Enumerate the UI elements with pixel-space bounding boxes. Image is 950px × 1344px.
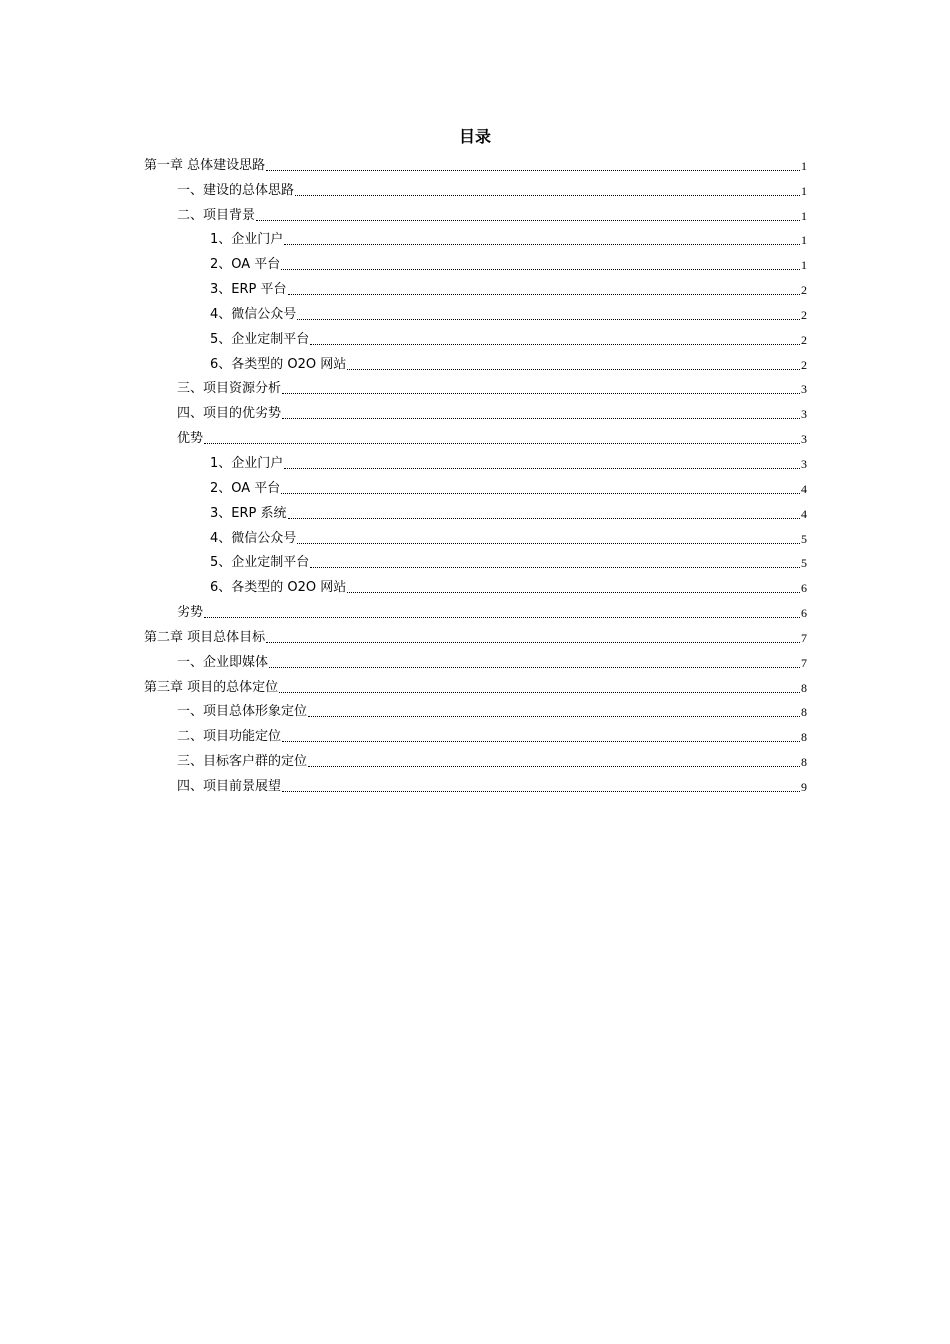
toc-dot-leader (347, 592, 800, 593)
toc-entry-text: 2、OA 平台 (210, 480, 281, 496)
toc-dot-leader (204, 617, 800, 618)
toc-entry-text: 三、目标客户群的定位 (177, 754, 308, 770)
toc-entry-page-number: 6 (801, 606, 807, 621)
toc-entry-text: 二、项目背景 (177, 207, 256, 223)
toc-dot-leader (279, 692, 800, 693)
toc-dot-leader (284, 244, 800, 245)
toc-entry-page-number: 8 (801, 680, 807, 695)
toc-dot-leader (284, 468, 800, 469)
toc-entry-page-number: 1 (801, 208, 807, 223)
toc-entry-page-number: 3 (801, 456, 807, 471)
toc-entry-page-number: 5 (801, 556, 807, 571)
toc-dot-leader (347, 369, 800, 370)
toc-entry-page-number: 6 (801, 581, 807, 596)
toc-dot-leader (288, 294, 801, 295)
toc-entry-page-number: 1 (801, 258, 807, 273)
toc-entry-page-number: 4 (801, 506, 807, 521)
toc-dot-leader (266, 170, 800, 171)
toc-entry-text: 第三章 项目的总体定位 (144, 679, 279, 695)
toc-dot-leader (269, 667, 800, 668)
toc-entry[interactable] (144, 572, 807, 597)
toc-entry-text: 1、企业门户 (210, 232, 284, 248)
toc-entry[interactable] (144, 249, 807, 274)
toc-dot-leader (282, 791, 800, 792)
toc-entry-page-number: 7 (801, 630, 807, 645)
toc-dot-leader (281, 269, 800, 270)
toc-dot-leader (308, 716, 800, 717)
toc-entry[interactable] (144, 647, 807, 672)
toc-entry[interactable] (144, 324, 807, 349)
toc-entry-page-number: 2 (801, 307, 807, 322)
toc-entry-text: 5、企业定制平台 (210, 331, 310, 347)
toc-entry[interactable] (144, 622, 807, 647)
toc-entry-page-number: 1 (801, 233, 807, 248)
toc-entry-page-number: 2 (801, 283, 807, 298)
toc-dot-leader (282, 393, 800, 394)
toc-list (144, 150, 807, 796)
toc-entry[interactable] (144, 274, 807, 299)
toc-entry-text: 1、企业门户 (210, 455, 284, 471)
toc-entry[interactable] (144, 523, 807, 548)
toc-entry-text: 4、微信公众号 (210, 306, 297, 322)
toc-entry-page-number: 2 (801, 357, 807, 372)
toc-entry[interactable] (144, 225, 807, 250)
toc-entry-page-number: 3 (801, 432, 807, 447)
toc-entry[interactable] (144, 349, 807, 374)
toc-entry-text: 优势 (177, 431, 204, 447)
toc-dot-leader (310, 344, 800, 345)
toc-dot-leader (282, 741, 800, 742)
toc-entry-text: 5、企业定制平台 (210, 555, 310, 571)
toc-entry[interactable] (144, 771, 807, 796)
toc-entry-text: 4、微信公众号 (210, 530, 297, 546)
toc-entry-page-number: 1 (801, 183, 807, 198)
toc-dot-leader (281, 493, 800, 494)
toc-entry[interactable] (144, 473, 807, 498)
toc-entry-page-number: 1 (801, 158, 807, 173)
toc-entry-text: 三、项目资源分析 (177, 381, 282, 397)
toc-entry[interactable] (144, 721, 807, 746)
toc-entry[interactable] (144, 697, 807, 722)
toc-entry-page-number: 8 (801, 730, 807, 745)
toc-entry[interactable] (144, 672, 807, 697)
toc-dot-leader (297, 319, 800, 320)
toc-entry-text: 6、各类型的 O2O 网站 (210, 356, 347, 372)
toc-entry-page-number: 5 (801, 531, 807, 546)
toc-dot-leader (288, 518, 801, 519)
toc-entry-page-number: 4 (801, 481, 807, 496)
toc-entry[interactable] (144, 200, 807, 225)
toc-entry-text: 四、项目的优劣势 (177, 406, 282, 422)
toc-entry-text: 3、ERP 平台 (210, 282, 287, 298)
toc-entry-text: 劣势 (177, 605, 204, 621)
toc-entry[interactable] (144, 175, 807, 200)
toc-dot-leader (297, 543, 800, 544)
toc-entry-text: 四、项目前景展望 (177, 778, 282, 794)
toc-entry[interactable] (144, 746, 807, 771)
toc-entry-text: 一、建设的总体思路 (177, 182, 295, 198)
toc-entry-page-number: 8 (801, 705, 807, 720)
toc-entry-text: 一、项目总体形象定位 (177, 704, 308, 720)
toc-entry[interactable] (144, 423, 807, 448)
toc-entry[interactable] (144, 597, 807, 622)
toc-entry[interactable] (144, 299, 807, 324)
toc-entry-text: 第一章 总体建设思路 (144, 157, 266, 173)
toc-entry-text: 二、项目功能定位 (177, 729, 282, 745)
toc-entry[interactable] (144, 398, 807, 423)
toc-dot-leader (310, 567, 800, 568)
toc-entry-text: 3、ERP 系统 (210, 505, 287, 521)
toc-entry[interactable] (144, 448, 807, 473)
toc-dot-leader (256, 220, 800, 221)
toc-entry-text: 2、OA 平台 (210, 257, 281, 273)
toc-dot-leader (295, 195, 800, 196)
toc-dot-leader (282, 418, 800, 419)
toc-entry-page-number: 7 (801, 655, 807, 670)
toc-entry[interactable] (144, 374, 807, 399)
toc-title: 目录 (458, 127, 491, 146)
toc-entry-page-number: 2 (801, 332, 807, 347)
toc-entry-page-number: 8 (801, 755, 807, 770)
toc-dot-leader (204, 443, 800, 444)
toc-entry-page-number: 9 (801, 779, 807, 794)
toc-entry[interactable] (144, 150, 807, 175)
toc-entry[interactable] (144, 548, 807, 573)
toc-dot-leader (308, 766, 800, 767)
toc-entry-text: 6、各类型的 O2O 网站 (210, 580, 347, 596)
toc-entry[interactable] (144, 498, 807, 523)
toc-entry-page-number: 3 (801, 407, 807, 422)
toc-entry-text: 第二章 项目总体目标 (144, 629, 266, 645)
toc-entry-page-number: 3 (801, 382, 807, 397)
toc-entry-text: 一、企业即媒体 (177, 654, 269, 670)
toc-dot-leader (266, 642, 800, 643)
